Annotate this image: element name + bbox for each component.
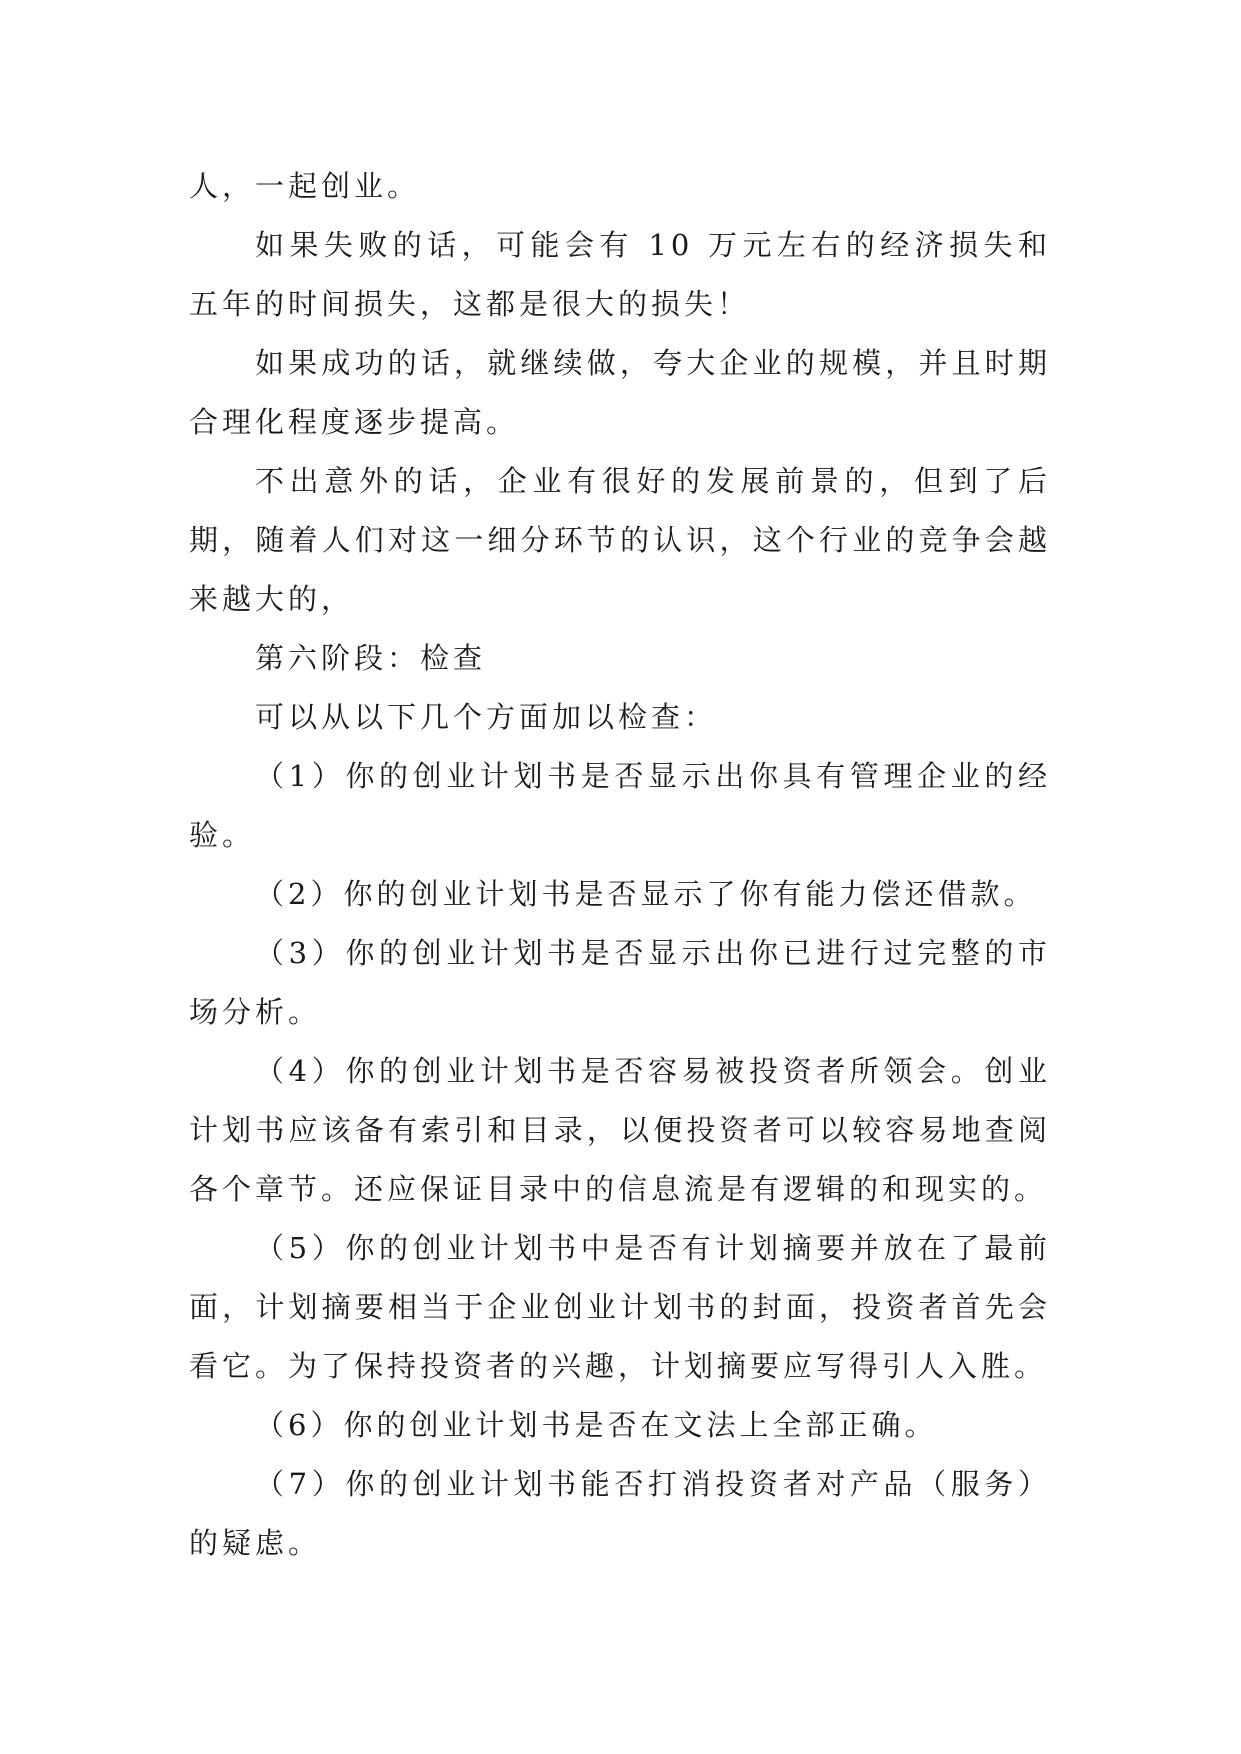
checklist-item-5: （5）你的创业计划书中是否有计划摘要并放在了最前面，计划摘要相当于企业创业计划书的封面，投资者首先会看它。为了保持投资者的兴趣，计划摘要应写得引人入胜。 — [189, 1231, 1051, 1383]
paragraph-intro: 可以从以下几个方面加以检查： — [255, 700, 718, 734]
checklist-item-2: （2）你的创业计划书是否显示了你有能力偿还借款。 — [255, 877, 1037, 911]
checklist-item-6: （6）你的创业计划书是否在文法上全部正确。 — [255, 1408, 938, 1442]
paragraph-3: 如果成功的话，就继续做，夸大企业的规模，并且时期合理化程度逐步提高。 — [189, 346, 1051, 439]
section-heading: 第六阶段：检查 — [255, 641, 487, 675]
checklist-item-1: （1）你的创业计划书是否显示出你具有管理企业的经验。 — [189, 759, 1051, 852]
paragraph-4: 不出意外的话，企业有很好的发展前景的，但到了后期，随着人们对这一细分环节的认识，这个行业的竞争会越来越大的， — [189, 464, 1051, 616]
checklist-item-3: （3）你的创业计划书是否显示出你已进行过完整的市场分析。 — [189, 936, 1051, 1029]
paragraph-1: 人，一起创业。 — [189, 169, 421, 203]
checklist-item-7: （7）你的创业计划书能否打消投资者对产品（服务）的疑虑。 — [189, 1467, 1051, 1560]
document-body — [189, 157, 1051, 1573]
checklist-item-4: （4）你的创业计划书是否容易被投资者所领会。创业计划书应该备有索引和目录，以便投资者可以较容易地查阅各个章节。还应保证目录中的信息流是有逻辑的和现实的。 — [189, 1054, 1051, 1206]
paragraph-2: 如果失败的话，可能会有 10 万元左右的经济损失和五年的时间损失，这都是很大的损失！ — [189, 228, 1051, 321]
